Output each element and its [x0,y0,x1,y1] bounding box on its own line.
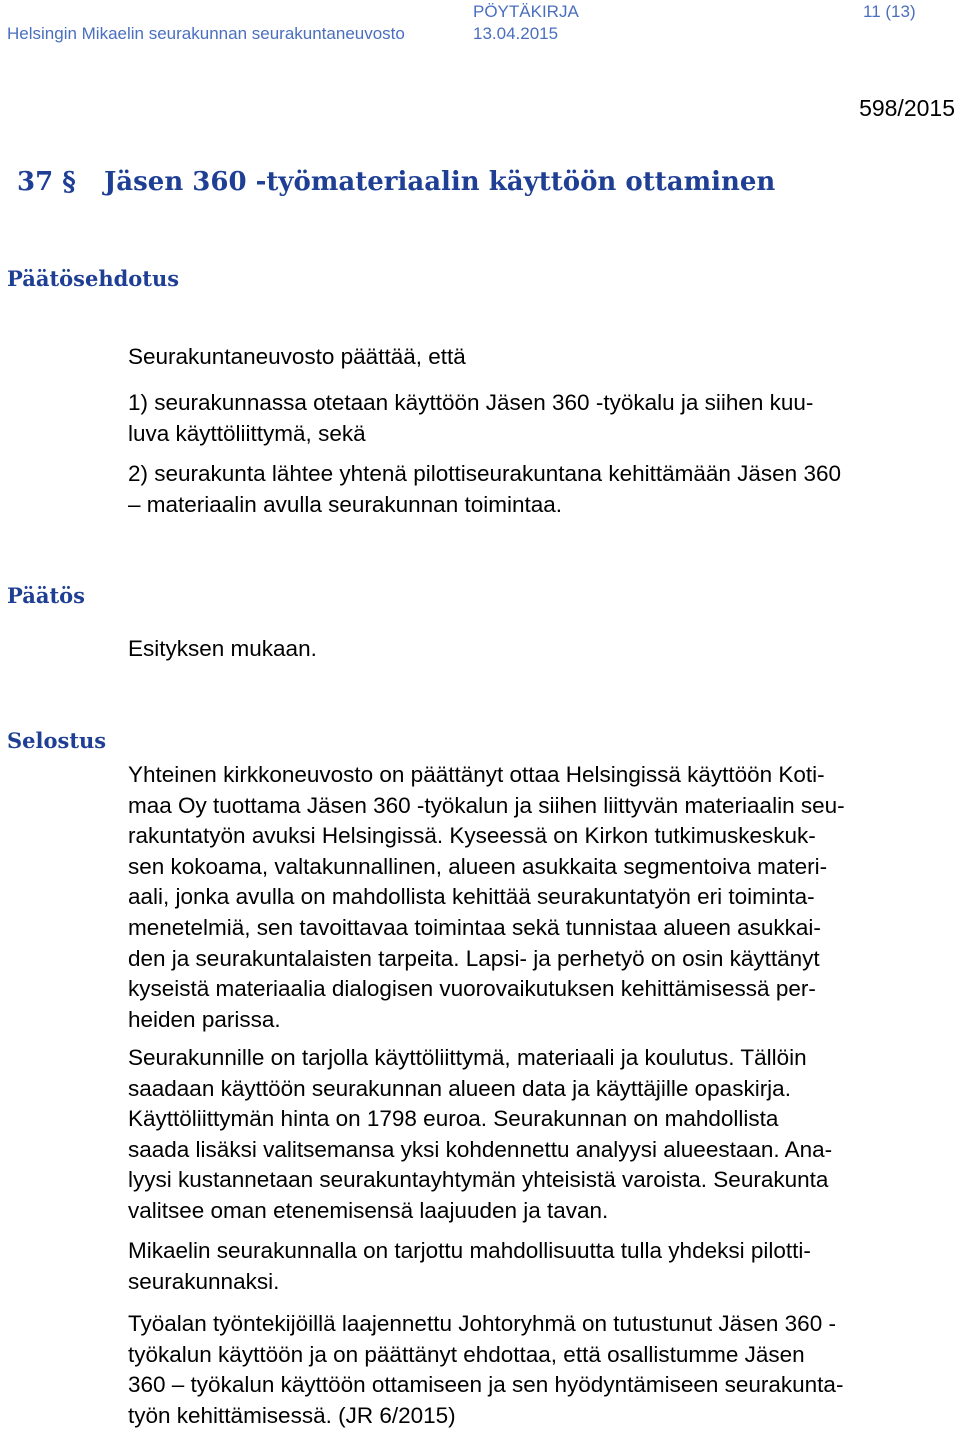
explanation-paragraph-2: Seurakunnille on tarjolla käyttöliittymä, materiaali ja koulutus. Tällöin saadaan käyttöön seurakunnan alueen data ja käyttäjille opaskirja. Käyttöliittymän hinta on 1798 euroa. Seurakunnan on mahdollista saada lisäksi valitsemansa yksi kohdennettu analyysi alueestaan. Ana- lyysi kustannetaan seurakuntayhtymän yhteisistä varoista. Seurakunta valitsee oman etenemisensä laajuuden ja tavan. [128,1045,833,1223]
reference-number: 598/2015 [859,95,955,121]
header-organization: Helsingin Mikaelin seurakunnan seurakuntaneuvosto [7,24,405,43]
explanation-paragraph-1: Yhteinen kirkkoneuvosto on päättänyt ottaa Helsingissä käyttöön Koti- maa Oy tuottama Jäsen 360 -työkalun ja siihen liittyvän materiaalin seu- rakuntatyön avuksi Helsingissä. Kyseessä on Kirkon tutkimuskeskuk- sen kokoama, valtakunnallinen, alueen asukkaita segmentoiva materi- aali, jonka avulla on mahdollista kehittää seurakuntatyön eri toiminta- menetelmiä, sen tavoittavaa toimintaa sekä tunnistaa alueen asukkai- den ja seurakuntalaisten tarpeita. Lapsi- ja perhetyö on osin käyttänyt kyseistä materiaalia dialogisen vuorovaikutuksen kehittämisessä per- heiden parissa. [128,762,845,1032]
header-page-number: 11 (13) [863,2,916,21]
explanation-paragraph-3: Mikaelin seurakunnalla on tarjottu mahdollisuutta tulla yhdeksi pilotti- seurakunnaksi. [128,1238,811,1294]
decision-heading: Päätös [7,583,85,608]
explanation-heading: Selostus [7,728,107,753]
proposal-item-2: 2) seurakunta lähtee yhtenä pilottiseurakuntana kehittämään Jäsen 360 – materiaalin avulla seurakunnan toimintaa. [128,461,841,517]
proposal-intro: Seurakuntaneuvosto päättää, että [128,344,466,369]
section-number: 37 § [17,167,76,197]
explanation-paragraph-4: Työalan työntekijöillä laajennettu Johtoryhmä on tutustunut Jäsen 360 - työkalun käyttöön ja on päättänyt ehdottaa, että osallistumme Jäsen 360 – työkalun käyttöön ottamiseen ja sen hyödyntämiseen seurakunta- työn kehittämisessä. (JR 6/2015) [128,1311,844,1428]
decision-text: Esityksen mukaan. [128,636,317,661]
proposal-heading: Päätösehdotus [7,266,180,291]
section-title: Jäsen 360 -työmateriaalin käyttöön ottaminen [104,167,776,197]
header-doc-type: PÖYTÄKIRJA [473,2,579,21]
proposal-item-1: 1) seurakunnassa otetaan käyttöön Jäsen 360 -työkalu ja siihen kuu- luva käyttöliittymä, sekä [128,390,814,446]
section-heading [17,167,775,197]
header-date: 13.04.2015 [473,24,559,43]
